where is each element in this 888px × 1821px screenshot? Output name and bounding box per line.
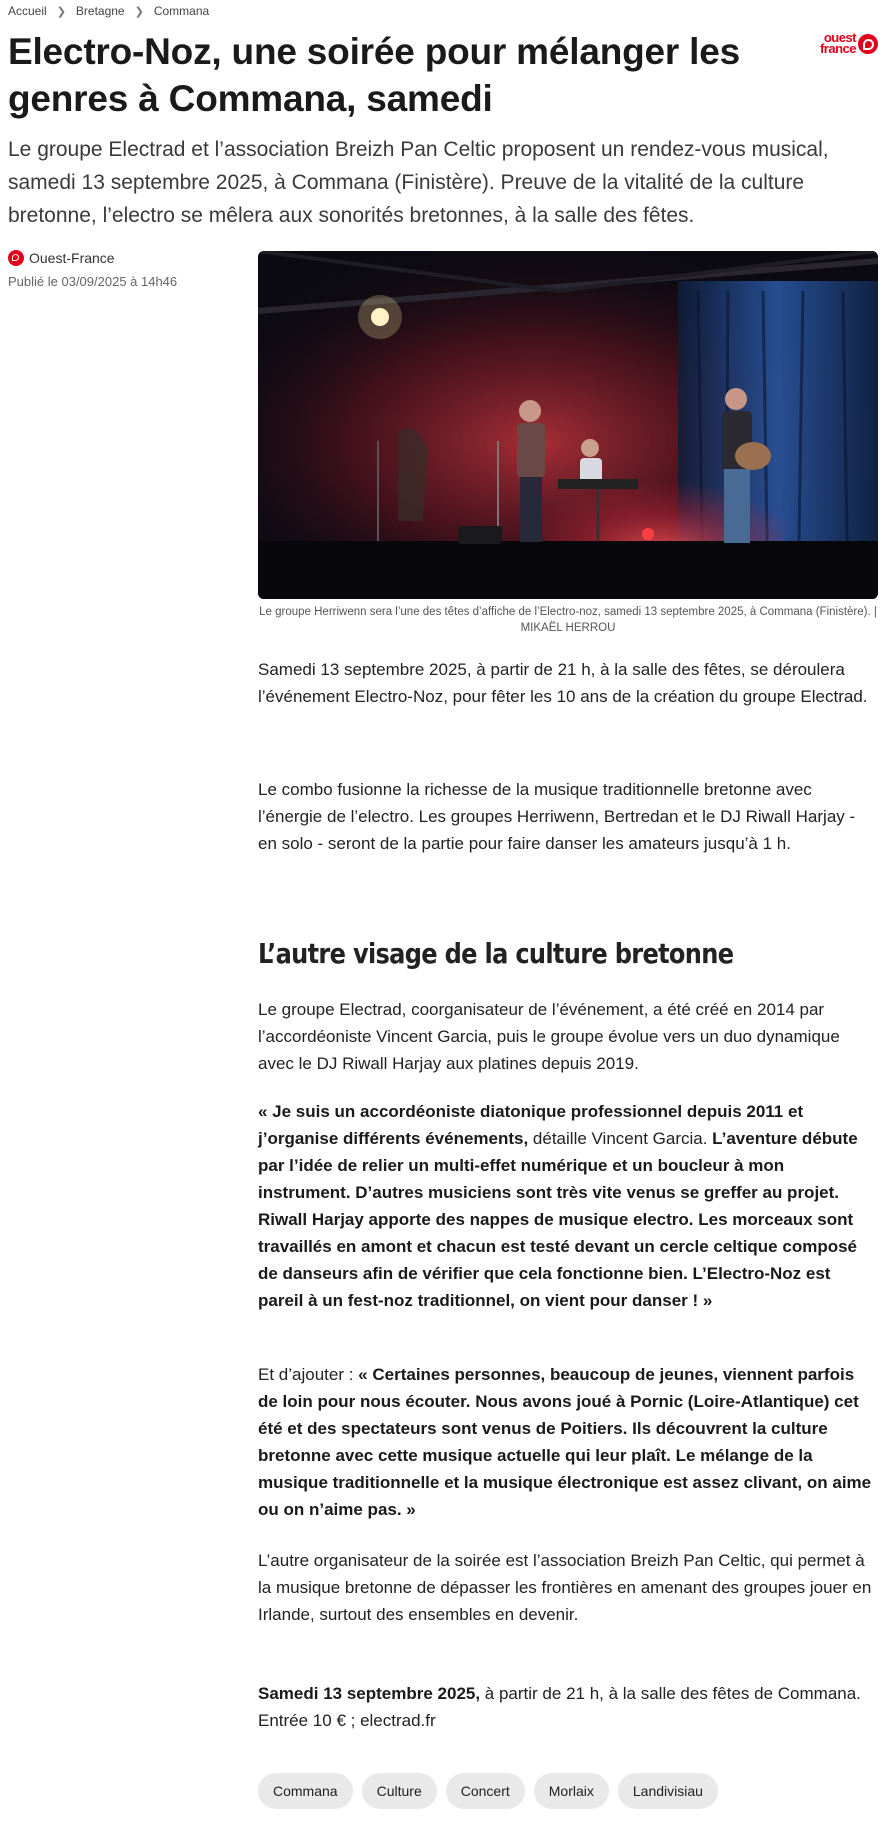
quote-bold-text: « Certaines personnes, beaucoup de jeunes, viennent parfois de loin pour nous écouter. Nous avons joué à Pornic (Loire-Atlantique) cet été et des spectateurs sont venus de Poitiers. Ils découvrent la culture bretonne avec cette musique actuelle qui leur plaît. Le mélange de la musique traditionnelle et la musique électronique est assez clivant, on aime ou on n’aime pas. » <box>258 1365 872 1519</box>
event-details: à partir de 21 h, à la salle des fêtes de Commana. Entrée 10 € ; electrad.fr <box>258 1684 861 1730</box>
chevron-right-icon: ❯ <box>134 5 144 18</box>
quote-intro: Et d’ajouter : <box>258 1365 359 1384</box>
tag-list <box>258 1773 718 1809</box>
logo-text: ouest france <box>819 30 856 56</box>
event-info <box>258 1680 878 1734</box>
breadcrumb-home-link[interactable]: Accueil <box>8 4 47 18</box>
tag-concert[interactable]: Concert <box>446 1773 525 1809</box>
quote-paragraph <box>258 1361 878 1523</box>
quote-attribution: détaille Vincent Garcia. <box>528 1129 713 1148</box>
quote-paragraph <box>258 1098 878 1314</box>
ouest-france-logo[interactable] <box>812 30 880 58</box>
article-paragraph: Le groupe Electrad, coorganisateur de l’événement, a été créé en 2014 par l’accordéoniste Vincent Garcia, puis le groupe évolue vers un duo dynamique avec le DJ Riwall Harjay aux platines depuis 2019. <box>258 1000 840 1073</box>
article-lead: Le groupe Electrad et l’association Breizh Pan Celtic proposent un rendez-vous musical, samedi 13 septembre 2025, à Commana (Finistère). Preuve de la vitalité de la culture bretonne, l’electro se mêlera aux sonorités bretonnes, à la salle des fêtes. <box>8 138 829 227</box>
breadcrumb-city-link[interactable]: Commana <box>153 4 210 18</box>
concert-stage-image <box>258 251 878 599</box>
photo-caption: Le groupe Herriwenn sera l’une des têtes d’affiche de l’Electro-noz, samedi 13 septembre 2025, à Commana (Finistère). | MIKAËL HERROU <box>259 606 877 634</box>
source-name: Ouest-France <box>29 250 115 266</box>
tag-morlaix[interactable]: Morlaix <box>534 1773 609 1809</box>
publish-date: Publié le 03/09/2025 à 14h46 <box>8 274 178 289</box>
chevron-right-icon: ❯ <box>56 5 66 18</box>
breadcrumb <box>8 4 209 18</box>
article-meta <box>8 250 238 289</box>
article-subtitle: L’autre visage de la culture bretonne <box>258 937 734 970</box>
quote-bold-text: « Je suis un accordéoniste diatonique professionnel depuis 2011 et j’organise différents événements, <box>258 1102 804 1148</box>
article-paragraph: Le combo fusionne la richesse de la musique traditionnelle bretonne avec l’énergie de l’electro. Les groupes Herriwenn, Bertredan et le DJ Riwall Harjay - en solo - seront de la partie pour faire danser les amateurs jusqu’à 1 h. <box>258 780 856 853</box>
event-date: Samedi 13 septembre 2025, <box>258 1684 481 1703</box>
tag-commana[interactable]: Commana <box>258 1773 353 1809</box>
article-photo[interactable] <box>258 251 878 599</box>
breadcrumb-region-link[interactable]: Bretagne <box>75 4 125 18</box>
article-paragraph: L’autre organisateur de la soirée est l’association Breizh Pan Celtic, qui permet à la musique bretonne de dépasser les frontières en amenant des groupes jouer en Irlande, surtout des ensembles en devenir. <box>258 1551 872 1624</box>
article-paragraph: Samedi 13 septembre 2025, à partir de 21 h, à la salle des fêtes, se déroulera l’événement Electro-Noz, pour fêter les 10 ans de la création du groupe Electrad. <box>258 660 868 706</box>
article-source[interactable] <box>8 250 238 266</box>
ouest-france-icon <box>8 250 24 266</box>
ouest-france-logo-icon <box>858 34 878 54</box>
tag-culture[interactable]: Culture <box>362 1773 437 1809</box>
tag-landivisiau[interactable]: Landivisiau <box>618 1773 718 1809</box>
article-title: Electro-Noz, une soirée pour mélanger les genres à Commana, samedi <box>8 31 740 119</box>
quote-bold-text: L’aventure débute par l’idée de relier un multi-effet numérique et un boucleur à mon instrument. D’autres musiciens sont très vite venus se greffer au projet. Riwall Harjay apporte des nappes de musique electro. Les morceaux sont travaillés en amont et chacun est testé devant un cercle celtique composé de danseurs afin de vérifier que cela fonctionne bien. L’Electro-Noz est pareil à un fest-noz traditionnel, on vient pour danser ! » <box>258 1129 858 1310</box>
